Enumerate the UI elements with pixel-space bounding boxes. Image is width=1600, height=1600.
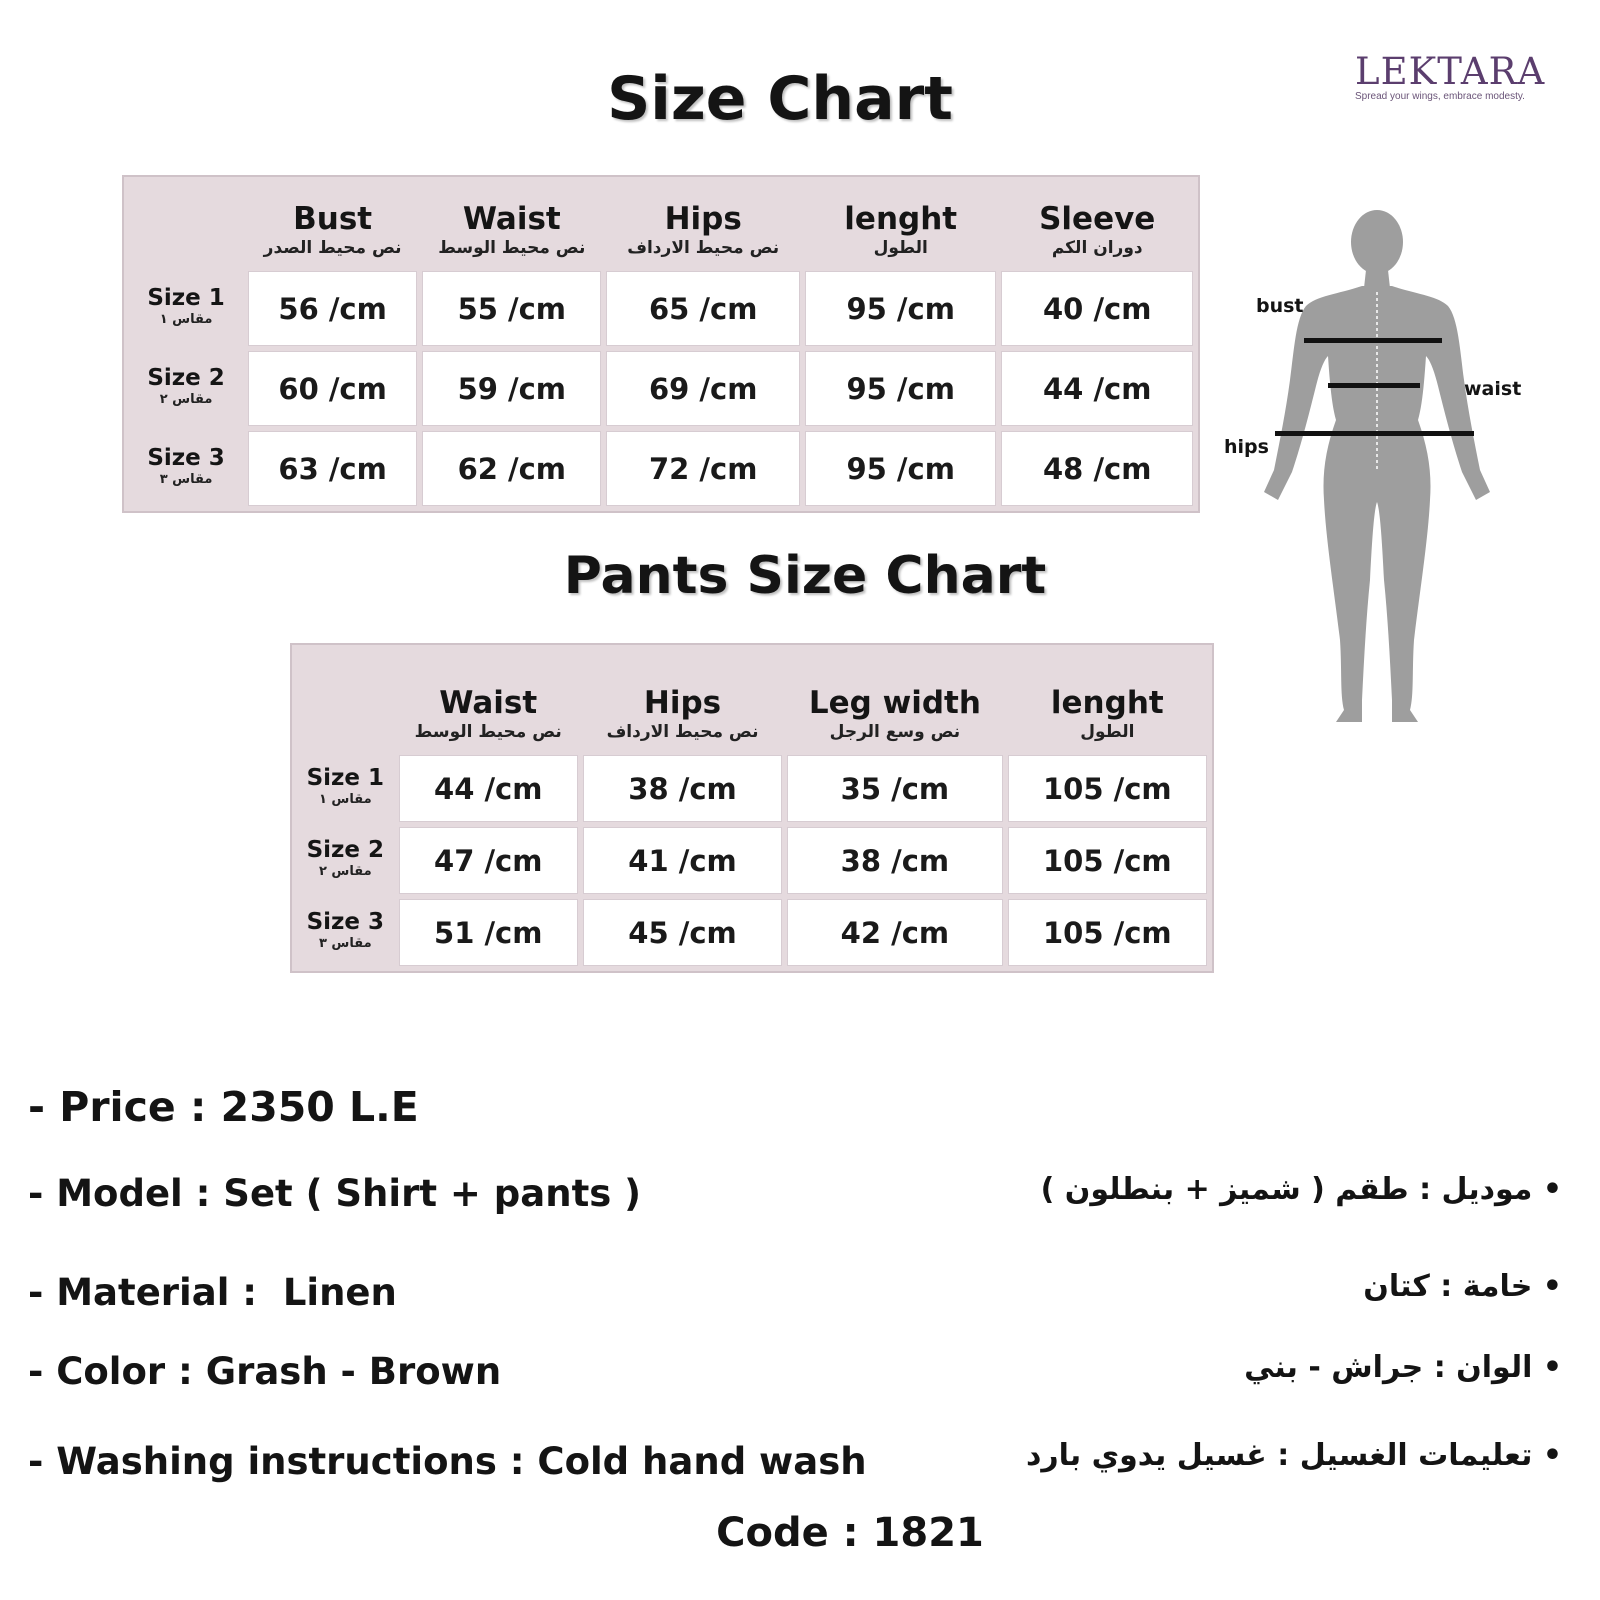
table-cell: 51 /cm — [399, 899, 578, 966]
table-row — [129, 351, 1193, 426]
model-text: - Model : Set ( Shirt + pants ) — [28, 1172, 642, 1215]
material-text: - Material : Linen — [28, 1271, 397, 1314]
column-header: Sleeve دوران الكم — [1039, 201, 1156, 258]
table-header-row — [129, 182, 1193, 266]
washing-text-arabic: • تعليمات الغسيل : غسيل يدوي بارد — [1025, 1438, 1562, 1473]
row-label: Size 2 مقاس ٢ — [147, 364, 225, 407]
washing-text: - Washing instructions : Cold hand wash — [28, 1440, 867, 1483]
table-row — [129, 431, 1193, 506]
column-header: lenght الطول — [844, 201, 958, 258]
table-cell: 105 /cm — [1008, 755, 1207, 822]
header-corner — [129, 182, 243, 266]
table-row — [297, 755, 1207, 822]
brand-name: LEKTARA — [1355, 50, 1546, 93]
table-cell: 105 /cm — [1008, 899, 1207, 966]
table-row — [297, 899, 1207, 966]
body-silhouette-icon — [1240, 210, 1540, 740]
material-text-arabic: • خامة : كتان — [1363, 1269, 1562, 1304]
table-cell: 60 /cm — [248, 351, 417, 426]
table-cell: 41 /cm — [583, 827, 782, 894]
model-text-arabic: • موديل : طقم ( شميز + بنطلون ) — [1040, 1172, 1562, 1207]
bust-line — [1304, 338, 1442, 343]
column-header: Leg width نص وسع الرجل — [808, 685, 981, 742]
row-label: Size 3 مقاس ٣ — [147, 444, 225, 487]
column-header: lenght الطول — [1050, 685, 1164, 742]
table-cell: 45 /cm — [583, 899, 782, 966]
table-row — [297, 827, 1207, 894]
brand-logo — [1355, 50, 1555, 102]
waist-line — [1328, 383, 1420, 388]
bust-label: bust — [1256, 295, 1304, 317]
table-cell: 38 /cm — [787, 827, 1002, 894]
table-cell: 65 /cm — [606, 271, 800, 346]
table-cell: 69 /cm — [606, 351, 800, 426]
row-label: Size 2 مقاس ٢ — [306, 836, 385, 879]
row-label: Size 3 مقاس ٣ — [306, 908, 385, 951]
hips-label: hips — [1224, 436, 1269, 458]
column-header: Hips نص محيط الارداف — [606, 685, 759, 742]
column-header: Hips نص محيط الارداف — [627, 201, 780, 258]
column-header: Bust نص محيط الصدر — [263, 201, 402, 258]
table-cell: 44 /cm — [1001, 351, 1193, 426]
table-cell: 42 /cm — [787, 899, 1002, 966]
price-text: - Price : 2350 L.E — [28, 1083, 419, 1131]
table-cell: 62 /cm — [422, 431, 601, 506]
hips-line — [1275, 431, 1474, 436]
table-cell: 95 /cm — [805, 271, 997, 346]
table-cell: 59 /cm — [422, 351, 601, 426]
size-chart-title: Size Chart — [607, 64, 953, 134]
table-cell: 35 /cm — [787, 755, 1002, 822]
row-label: Size 1 مقاس ١ — [147, 284, 225, 327]
pants-chart-title: Pants Size Chart — [563, 546, 1047, 606]
table-cell: 40 /cm — [1001, 271, 1193, 346]
row-label: Size 1 مقاس ١ — [306, 764, 385, 807]
table-cell: 47 /cm — [399, 827, 578, 894]
brand-tagline: Spread your wings, embrace modesty. — [1355, 91, 1525, 102]
table-cell: 44 /cm — [399, 755, 578, 822]
waist-label: waist — [1464, 378, 1522, 400]
table-row — [129, 271, 1193, 346]
table-cell: 95 /cm — [805, 431, 997, 506]
product-code: Code : 1821 — [716, 1510, 984, 1556]
body-measurement-figure — [1224, 210, 1540, 740]
table-cell: 48 /cm — [1001, 431, 1193, 506]
table-cell: 63 /cm — [248, 431, 417, 506]
table-cell: 38 /cm — [583, 755, 782, 822]
column-header: Waist نص محيط الوسط — [438, 201, 586, 258]
table-header-row — [297, 650, 1207, 750]
table-cell: 56 /cm — [248, 271, 417, 346]
table-cell: 72 /cm — [606, 431, 800, 506]
table-cell: 95 /cm — [805, 351, 997, 426]
table-cell: 55 /cm — [422, 271, 601, 346]
color-text-arabic: • الوان : جراش - بني — [1244, 1350, 1562, 1385]
shirt-size-table — [122, 175, 1200, 513]
color-text: - Color : Grash - Brown — [28, 1350, 502, 1393]
header-corner — [297, 650, 394, 750]
pants-size-table — [290, 643, 1214, 973]
column-header: Waist نص محيط الوسط — [414, 685, 562, 742]
table-cell: 105 /cm — [1008, 827, 1207, 894]
